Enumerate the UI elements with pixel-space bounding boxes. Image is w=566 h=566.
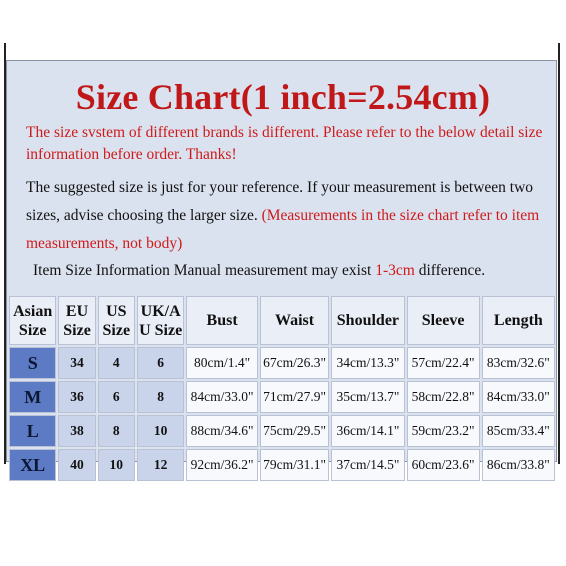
eu-cell: 36 [58, 381, 95, 413]
sleeve-cell: 58cm/22.8" [407, 381, 480, 413]
suggestion-note [26, 174, 546, 258]
us-cell: 8 [98, 415, 135, 447]
eu-cell: 38 [58, 415, 95, 447]
manual-suffix: difference. [414, 262, 486, 279]
bust-cell: 92cm/36.2" [186, 449, 257, 481]
size-cell: XL [9, 449, 56, 481]
length-cell: 86cm/33.8" [482, 449, 555, 481]
table-row [9, 347, 555, 379]
manual-note [33, 262, 485, 280]
sleeve-cell: 60cm/23.6" [407, 449, 480, 481]
us-cell: 6 [98, 381, 135, 413]
waist-cell: 75cm/29.5" [260, 415, 330, 447]
length-cell: 83cm/32.6" [482, 347, 555, 379]
uk-cell: 12 [137, 449, 184, 481]
bust-cell: 80cm/1.4" [186, 347, 257, 379]
header-waist: Waist [260, 296, 330, 345]
table-row [9, 415, 555, 447]
length-cell: 84cm/33.0" [482, 381, 555, 413]
length-cell: 85cm/33.4" [482, 415, 555, 447]
manual-prefix: Item Size Information Manual measurement may exist [33, 262, 376, 279]
bust-cell: 84cm/33.0" [186, 381, 257, 413]
table-row [9, 381, 555, 413]
manual-highlight: 1-3cm [375, 262, 415, 279]
measurement-note: (Measurements in the size chart refer to item measurements, not body) [26, 207, 540, 252]
size-cell: M [9, 381, 56, 413]
size-table [7, 294, 557, 483]
us-cell: 4 [98, 347, 135, 379]
table-row [9, 449, 555, 481]
eu-cell: 40 [58, 449, 95, 481]
shoulder-cell: 37cm/14.5" [331, 449, 404, 481]
page-title: Size Chart(1 inch=2.54cm) [75, 77, 491, 117]
header-length: Length [482, 296, 555, 345]
uk-cell: 10 [137, 415, 184, 447]
shoulder-cell: 34cm/13.3" [331, 347, 404, 379]
waist-cell: 79cm/31.1" [260, 449, 330, 481]
uk-cell: 6 [137, 347, 184, 379]
bust-cell: 88cm/34.6" [186, 415, 257, 447]
shoulder-cell: 35cm/13.7" [331, 381, 404, 413]
header-asian-size: Asian Size [9, 296, 56, 345]
header-bust: Bust [186, 296, 257, 345]
waist-cell: 67cm/26.3" [260, 347, 330, 379]
header-sleeve: Sleeve [407, 296, 480, 345]
uk-cell: 8 [137, 381, 184, 413]
size-cell: S [9, 347, 56, 379]
header-uk-size: UK/A U Size [137, 296, 184, 345]
sleeve-cell: 59cm/23.2" [407, 415, 480, 447]
header-shoulder: Shoulder [331, 296, 404, 345]
eu-cell: 34 [58, 347, 95, 379]
size-cell: L [9, 415, 56, 447]
waist-cell: 71cm/27.9" [260, 381, 330, 413]
table-header-row [9, 296, 555, 345]
sleeve-cell: 57cm/22.4" [407, 347, 480, 379]
brand-note: The size svstem of different brands is different. Please refer to the below detail size information before order. Thanks! [26, 124, 543, 163]
shoulder-cell: 36cm/14.1" [331, 415, 404, 447]
header-us-size: US Size [98, 296, 135, 345]
header-eu-size: EU Size [58, 296, 95, 345]
suggestion-text: The suggested size is just for your reference. If your measurement is between two sizes, advise choosing the larger size. [26, 179, 534, 224]
us-cell: 10 [98, 449, 135, 481]
